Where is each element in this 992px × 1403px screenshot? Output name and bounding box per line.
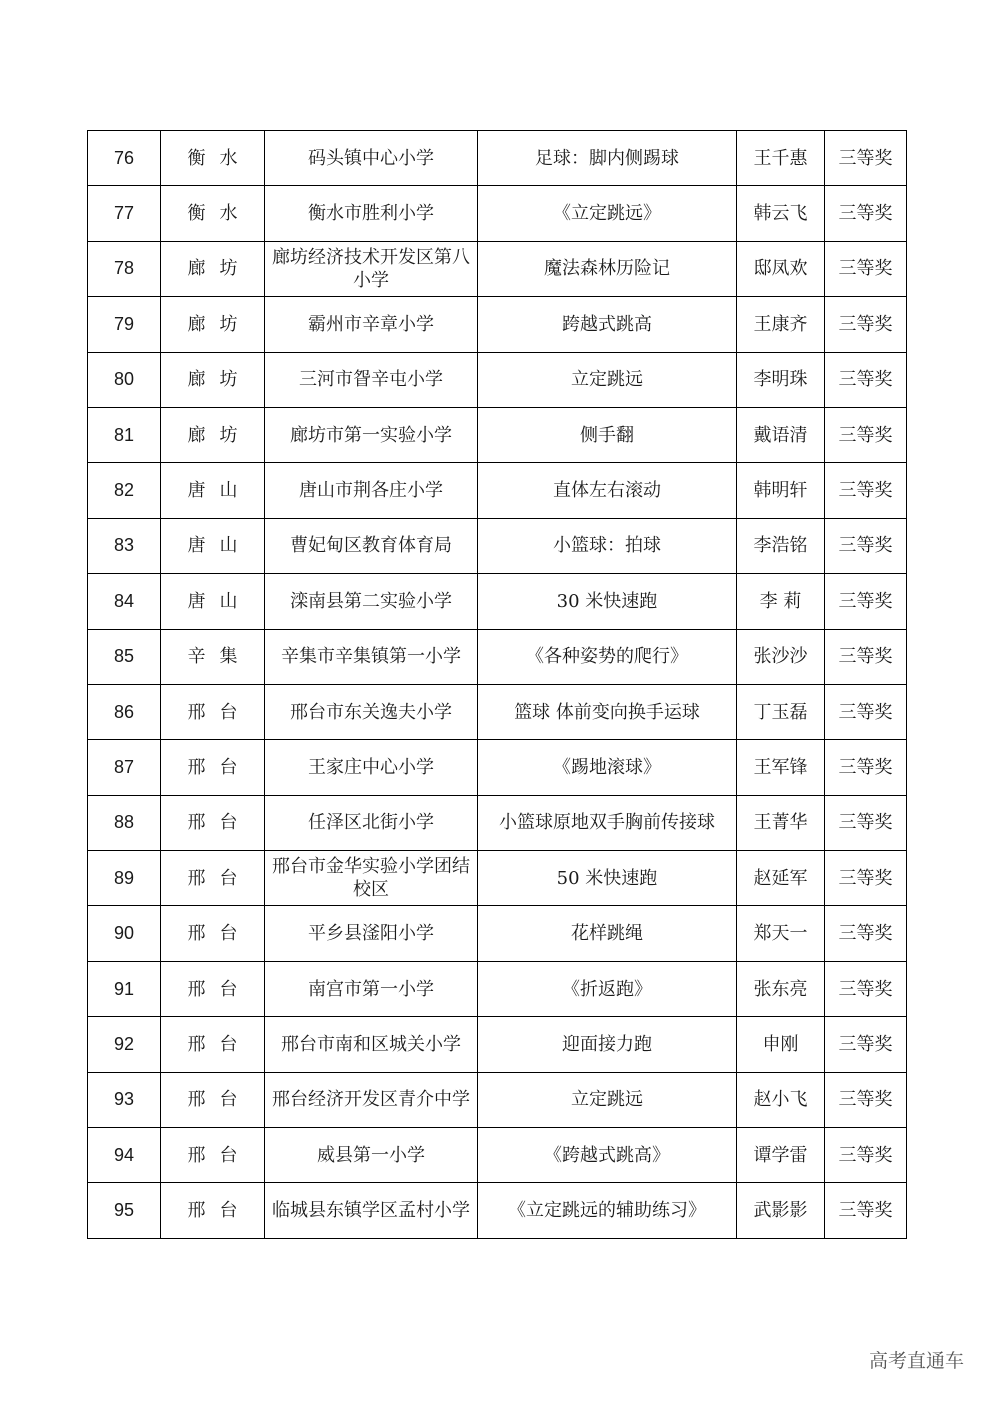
city-cell [161,795,265,850]
lesson-title-cell: 《各种姿势的爬行》 [478,629,737,684]
lesson-title-cell: 足球：脚内侧踢球 [478,131,737,186]
award-cell: 三等奖 [825,574,907,629]
lesson-title-cell: 《踢地滚球》 [478,740,737,795]
award-cell: 三等奖 [825,463,907,518]
teacher-cell: 王菁华 [737,795,825,850]
awards-table-body [88,131,907,1239]
table-row [88,1128,907,1183]
city-cell [161,740,265,795]
award-cell: 三等奖 [825,961,907,1016]
city-label: 廊坊 [187,313,252,335]
teacher-cell: 张东亮 [737,961,825,1016]
teacher-cell: 张沙沙 [737,629,825,684]
lesson-title-cell: 花样跳绳 [478,906,737,961]
award-cell: 三等奖 [825,518,907,573]
award-cell: 三等奖 [825,131,907,186]
award-cell: 三等奖 [825,629,907,684]
table-row [88,241,907,296]
lesson-title-cell: 直体左右滚动 [478,463,737,518]
school-cell: 临城县东镇学区孟村小学 [265,1183,478,1238]
city-label: 衡水 [187,147,252,169]
table-row [88,1072,907,1127]
award-cell: 三等奖 [825,795,907,850]
award-cell: 三等奖 [825,906,907,961]
table-row [88,186,907,241]
school-cell: 唐山市荆各庄小学 [265,463,478,518]
city-cell [161,574,265,629]
city-label: 邢台 [187,867,252,889]
city-cell [161,906,265,961]
city-cell [161,1072,265,1127]
award-cell: 三等奖 [825,740,907,795]
row-number-cell: 84 [88,574,161,629]
teacher-cell: 李浩铭 [737,518,825,573]
teacher-cell: 邸凤欢 [737,241,825,296]
lesson-title-cell: 50 米快速跑 [478,851,737,906]
row-number-cell: 85 [88,629,161,684]
school-cell: 邢台市南和区城关小学 [265,1017,478,1072]
city-cell [161,131,265,186]
award-cell: 三等奖 [825,297,907,352]
table-row [88,352,907,407]
teacher-cell: 申刚 [737,1017,825,1072]
city-cell [161,961,265,1016]
lesson-title-cell: 《折返跑》 [478,961,737,1016]
teacher-cell: 王千惠 [737,131,825,186]
city-label: 衡水 [187,203,252,225]
row-number-cell: 93 [88,1072,161,1127]
city-label: 廊坊 [187,258,252,280]
award-cell: 三等奖 [825,684,907,739]
table-row [88,851,907,906]
city-cell [161,851,265,906]
teacher-cell: 韩云飞 [737,186,825,241]
lesson-title-cell: 篮球 体前变向换手运球 [478,684,737,739]
city-cell [161,352,265,407]
lesson-title-cell: 《跨越式跳高》 [478,1128,737,1183]
table-row [88,463,907,518]
city-label: 唐山 [187,480,252,502]
city-label: 邢台 [187,1144,252,1166]
table-row [88,297,907,352]
lesson-title-cell: 跨越式跳高 [478,297,737,352]
lesson-title-cell: 30 米快速跑 [478,574,737,629]
school-cell: 廊坊经济技术开发区第八小学 [265,241,478,296]
table-row [88,574,907,629]
school-cell: 三河市眢辛屯小学 [265,352,478,407]
teacher-cell: 谭学雷 [737,1128,825,1183]
school-cell: 王家庄中心小学 [265,740,478,795]
city-label: 邢台 [187,1089,252,1111]
row-number-cell: 86 [88,684,161,739]
row-number-cell: 83 [88,518,161,573]
row-number-cell: 94 [88,1128,161,1183]
lesson-title-cell: 立定跳远 [478,1072,737,1127]
award-cell: 三等奖 [825,186,907,241]
city-label: 辛集 [187,646,252,668]
city-cell [161,684,265,739]
teacher-cell: 李 莉 [737,574,825,629]
city-cell [161,629,265,684]
award-cell: 三等奖 [825,851,907,906]
lesson-title-cell: 迎面接力跑 [478,1017,737,1072]
row-number-cell: 88 [88,795,161,850]
lesson-title-cell: 《立定跳远》 [478,186,737,241]
school-cell: 滦南县第二实验小学 [265,574,478,629]
school-cell: 邢台市金华实验小学团结校区 [265,851,478,906]
row-number-cell: 92 [88,1017,161,1072]
teacher-cell: 戴语清 [737,407,825,462]
school-cell: 平乡县滏阳小学 [265,906,478,961]
city-label: 邢台 [187,1200,252,1222]
lesson-title-cell: 《立定跳远的辅助练习》 [478,1183,737,1238]
row-number-cell: 77 [88,186,161,241]
city-label: 邢台 [187,756,252,778]
city-cell [161,241,265,296]
table-row [88,684,907,739]
teacher-cell: 武影影 [737,1183,825,1238]
award-cell: 三等奖 [825,1017,907,1072]
teacher-cell: 郑天一 [737,906,825,961]
teacher-cell: 王康齐 [737,297,825,352]
row-number-cell: 89 [88,851,161,906]
table-row [88,795,907,850]
school-cell: 辛集市辛集镇第一小学 [265,629,478,684]
school-cell: 廊坊市第一实验小学 [265,407,478,462]
award-cell: 三等奖 [825,1128,907,1183]
lesson-title-cell: 魔法森林历险记 [478,241,737,296]
row-number-cell: 80 [88,352,161,407]
city-cell [161,297,265,352]
awards-table [87,130,907,1239]
award-cell: 三等奖 [825,407,907,462]
city-cell [161,1128,265,1183]
city-label: 邢台 [187,812,252,834]
city-cell [161,463,265,518]
city-label: 邢台 [187,923,252,945]
city-label: 廊坊 [187,369,252,391]
row-number-cell: 76 [88,131,161,186]
table-row [88,407,907,462]
lesson-title-cell: 小篮球：拍球 [478,518,737,573]
city-cell [161,407,265,462]
row-number-cell: 91 [88,961,161,1016]
city-label: 唐山 [187,535,252,557]
teacher-cell: 王军锋 [737,740,825,795]
lesson-title-cell: 侧手翻 [478,407,737,462]
table-row [88,131,907,186]
teacher-cell: 李明珠 [737,352,825,407]
teacher-cell: 丁玉磊 [737,684,825,739]
city-label: 邢台 [187,1033,252,1055]
award-cell: 三等奖 [825,1072,907,1127]
table-row [88,1183,907,1238]
school-cell: 邢台市东关逸夫小学 [265,684,478,739]
row-number-cell: 78 [88,241,161,296]
row-number-cell: 82 [88,463,161,518]
school-cell: 曹妃甸区教育体育局 [265,518,478,573]
lesson-title-cell: 小篮球原地双手胸前传接球 [478,795,737,850]
school-cell: 衡水市胜利小学 [265,186,478,241]
city-label: 邢台 [187,978,252,1000]
city-cell [161,1017,265,1072]
row-number-cell: 87 [88,740,161,795]
school-cell: 霸州市辛章小学 [265,297,478,352]
city-cell [161,186,265,241]
school-cell: 邢台经济开发区青介中学 [265,1072,478,1127]
lesson-title-cell: 立定跳远 [478,352,737,407]
row-number-cell: 81 [88,407,161,462]
school-cell: 码头镇中心小学 [265,131,478,186]
award-cell: 三等奖 [825,352,907,407]
city-label: 廊坊 [187,424,252,446]
city-label: 唐山 [187,590,252,612]
city-cell [161,1183,265,1238]
table-row [88,1017,907,1072]
row-number-cell: 95 [88,1183,161,1238]
table-row [88,961,907,1016]
city-label: 邢台 [187,701,252,723]
school-cell: 任泽区北街小学 [265,795,478,850]
city-cell [161,518,265,573]
table-row [88,518,907,573]
teacher-cell: 赵小飞 [737,1072,825,1127]
school-cell: 南宫市第一小学 [265,961,478,1016]
school-cell: 威县第一小学 [265,1128,478,1183]
table-row [88,906,907,961]
watermark-text: 高考直通车 [868,1350,964,1372]
table-row [88,740,907,795]
row-number-cell: 79 [88,297,161,352]
table-row [88,629,907,684]
row-number-cell: 90 [88,906,161,961]
teacher-cell: 韩明轩 [737,463,825,518]
teacher-cell: 赵延军 [737,851,825,906]
award-cell: 三等奖 [825,241,907,296]
award-cell: 三等奖 [825,1183,907,1238]
